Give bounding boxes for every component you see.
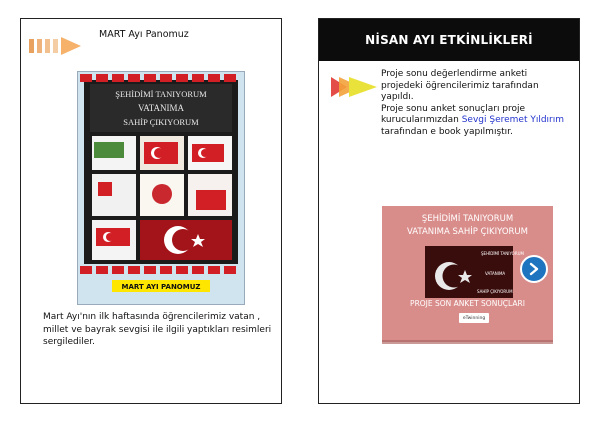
poster-headline-2: VATANIMA xyxy=(137,103,185,113)
activities-header: NİSAN AYI ETKİNLİKLERİ xyxy=(319,19,579,61)
ebook-cover-text-1: ŞEHİDİMİ TANIYORUM xyxy=(481,251,524,256)
author-link[interactable]: Sevgi Şeremet Yıldırım xyxy=(461,115,565,125)
next-arrow-icon xyxy=(527,262,541,276)
panel-title: MART Ayı Panomuz xyxy=(99,29,189,40)
activities-text xyxy=(381,69,571,138)
activities-paragraph-1: Proje sonu değerlendirme anketi projedeki öğrencilerimiz tarafından yapıldı. xyxy=(381,69,539,102)
arrow-gradient-icon xyxy=(331,77,379,97)
ebook-cover-text-3: SAHİP ÇIKIYORUM xyxy=(477,289,513,294)
ebook-cover-image xyxy=(425,246,524,298)
poster-headline-1: ŞEHİDİMİ TANIYORUM xyxy=(115,89,207,99)
poster-headline-3: SAHİP ÇIKIYORUM xyxy=(123,117,199,127)
etwinning-logo: eTwinning xyxy=(459,313,489,323)
poster-image xyxy=(77,71,245,305)
poster-label: MART AYI PANOMUZ xyxy=(121,283,201,291)
nisan-activities-card xyxy=(318,18,580,404)
next-page-button[interactable] xyxy=(520,255,548,283)
activities-paragraph-2 xyxy=(381,104,571,139)
ebook-title-1: ŞEHİDİMİ TANIYORUM xyxy=(421,214,514,224)
panel-caption: Mart Ayı'nın ilk haftasında öğrencilerimiz vatan , millet ve bayrak sevgisi ile ilgili yaptıkları resimleri sergilediler. xyxy=(43,312,272,347)
ebook-subtitle: PROJE SON ANKET SONUÇLARI xyxy=(410,299,525,308)
ebook-cover-text-2: VATANIMA xyxy=(485,271,506,276)
paragraph-2-start: Proje sonu anket sonuçları proje kurucularımızdan xyxy=(381,103,526,125)
arrow-blocks-icon xyxy=(29,35,81,57)
poster-artwork xyxy=(78,72,244,304)
paragraph-2-end: tarafından e book yapılmıştır. xyxy=(381,126,513,137)
ebook-title-2: VATANIMA SAHİP ÇIKIYORUM xyxy=(407,227,528,237)
mart-panel-card xyxy=(20,18,282,404)
